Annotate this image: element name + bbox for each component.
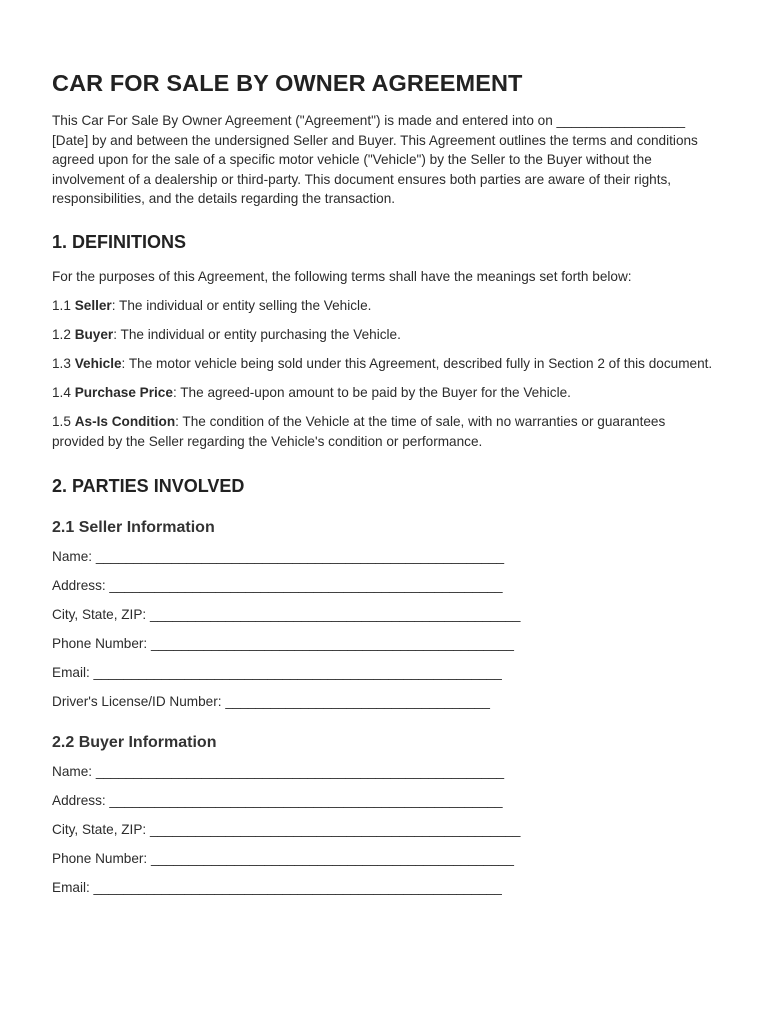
definition-item [52,354,720,374]
definition-number: 1.5 [52,414,75,430]
definition-term: As-Is Condition [74,414,176,430]
section-heading-parties: 2. PARTIES INVOLVED [52,475,245,496]
subsection-heading-buyer: 2.2 Buyer Information [52,733,217,751]
subsection-heading-seller: 2.1 Seller Information [52,518,215,536]
seller-address-field[interactable]: Address: ____________________________________________________ [52,577,503,593]
buyer-email-field[interactable]: Email: ______________________________________________________ [52,880,502,896]
definition-item [52,383,720,403]
buyer-name-field[interactable]: Name: ______________________________________________________ [52,763,505,779]
definition-term: Vehicle [74,356,122,372]
definition-text: : The individual or entity selling the Vehicle. [111,298,372,314]
definition-number: 1.2 [52,327,75,343]
buyer-city-state-zip-field[interactable]: City, State, ZIP: _________________________________________________ [52,821,521,837]
definition-text: : The motor vehicle being sold under this Agreement, described fully in Section 2 of this document. [121,356,713,372]
definition-number: 1.1 [52,298,75,314]
seller-name-field[interactable]: Name: ______________________________________________________ [52,548,505,564]
definition-item [52,296,720,316]
intro-paragraph: This Car For Sale By Owner Agreement ("Agreement") is made and entered into on _________________ [Date] by and between the undersigned Seller and Buyer. This Agreement outlines the terms and conditions agreed upon for the sale of a specific motor vehicle ("Vehicle") by the Seller to the Buyer without the involvement of a dealership or third-party. This document ensures both parties are aware of their rights, responsibilities, and the details regarding the transaction. [52,113,698,207]
section-heading-definitions: 1. DEFINITIONS [52,231,187,252]
definition-term: Purchase Price [74,385,173,401]
definition-term: Buyer [74,327,114,343]
definition-item [52,325,720,345]
document-page [52,70,720,907]
seller-city-state-zip-field[interactable]: City, State, ZIP: _________________________________________________ [52,606,521,622]
seller-license-field[interactable]: Driver's License/ID Number: ___________________________________ [52,694,490,710]
buyer-address-field[interactable]: Address: ____________________________________________________ [52,792,503,808]
definition-text: : The agreed-upon amount to be paid by the Buyer for the Vehicle. [172,385,571,401]
definition-number: 1.4 [52,385,75,401]
buyer-phone-field[interactable]: Phone Number: ________________________________________________ [52,850,514,866]
definition-term: Seller [74,298,112,314]
definitions-lead: For the purposes of this Agreement, the following terms shall have the meanings set forth below: [52,268,632,284]
definition-text: : The condition of the Vehicle at the time of sale, with no warranties or guarantees provided by the Seller regarding the Vehicle's condition or performance. [52,414,666,450]
document-title: CAR FOR SALE BY OWNER AGREEMENT [52,70,523,96]
seller-phone-field[interactable]: Phone Number: ________________________________________________ [52,635,514,651]
definition-number: 1.3 [52,356,75,372]
definition-item [52,412,720,451]
definition-text: : The individual or entity purchasing the Vehicle. [113,327,401,343]
seller-email-field[interactable]: Email: ______________________________________________________ [52,665,502,680]
